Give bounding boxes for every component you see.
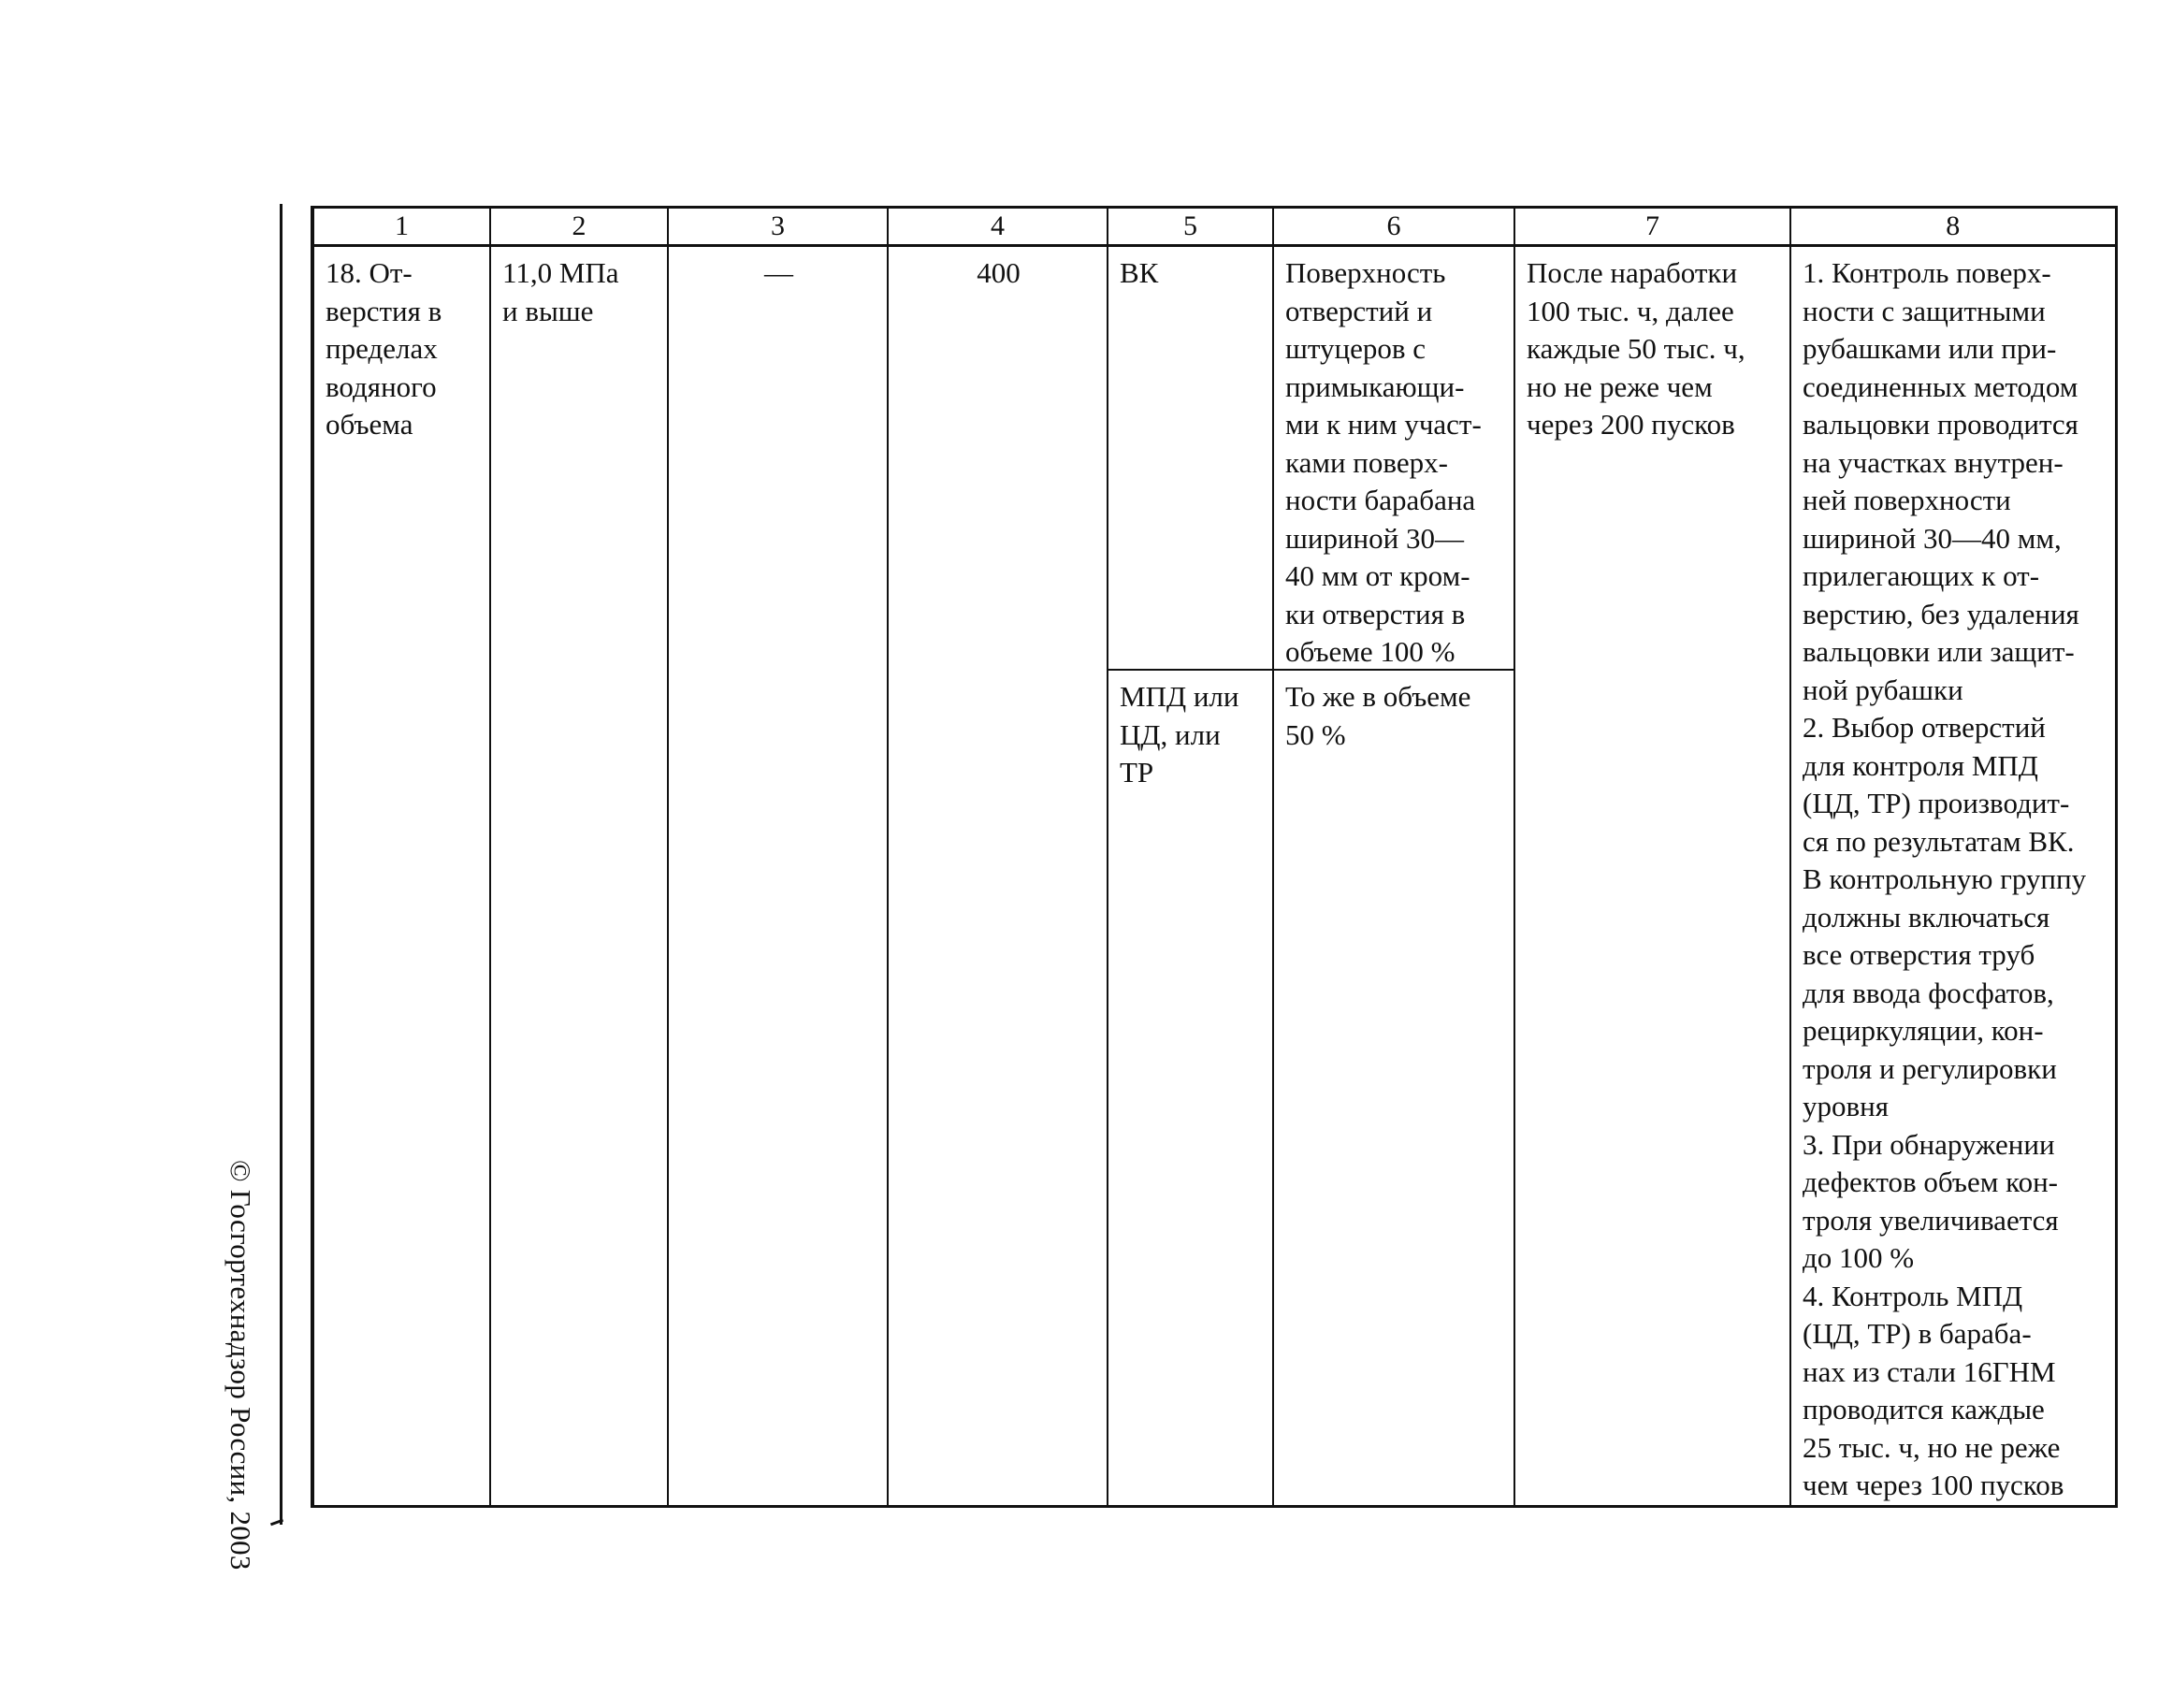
column-4-cell: 400 (888, 246, 1108, 1507)
column-header-7: 7 (1514, 208, 1790, 246)
column-header-4: 4 (888, 208, 1108, 246)
scope-visual-inspection: Поверхность отверстий и штуцеров с примыкающи- ми к ним участ- ками поверх- ности барабана шириной 30— 40 мм от кром- ки отверстия в объеме 100 % (1274, 247, 1513, 671)
inspection-table (311, 206, 2118, 1508)
table-row (312, 246, 2116, 1507)
column-3-cell: — (668, 246, 888, 1507)
method-visual-inspection: ВК (1108, 247, 1272, 671)
column-header-6: 6 (1273, 208, 1514, 246)
column-header-3: 3 (668, 208, 888, 246)
scope-mpd-cd-tr: То же в объеме 50 % (1285, 680, 1471, 751)
column-header-5: 5 (1108, 208, 1273, 246)
periodicity-cell: После наработки 100 тыс. ч, далее каждые 50 тыс. ч, но не реже чем через 200 пусков (1514, 246, 1790, 1507)
column-header-1: 1 (312, 208, 490, 246)
copyright-notice: © Госгортехнадзор России, 2003 (224, 1160, 257, 1570)
column-header-2: 2 (490, 208, 668, 246)
scope-cell (1273, 246, 1514, 1507)
method-mpd-cd-tr: МПД или ЦД, или ТР (1120, 680, 1239, 789)
pressure-cell: 11,0 МПа и выше (490, 246, 668, 1507)
column-header-8: 8 (1790, 208, 2116, 246)
notes-cell: 1. Контроль поверх- ности с защитными рубашками или при- соединенных методом вальцовки проводится на участках внутрен- ней поверхности шириной 30—40 мм, прилегающих к от- верстию, без удаления вальцовки или защит- ной рубашки 2. Выбор отверстий для контроля МПД (ЦД, ТР) производит- ся по результатам ВК. В контрольную группу должны включаться все отверстия труб для ввода фосфатов, рециркуляции, кон- троля и регулировки уровня 3. При обнаружении дефектов объем кон- троля увеличивается до 100 % 4. Контроль МПД (ЦД, ТР) в бараба- нах из стали 16ГНМ проводится каждые 25 тыс. ч, но не реже чем через 100 пусков (1790, 246, 2116, 1507)
element-name-cell: 18. От- верстия в пределах водяного объема (312, 246, 490, 1507)
method-cell (1108, 246, 1273, 1507)
column-number-row (312, 208, 2116, 246)
left-margin-rule (280, 204, 282, 1525)
